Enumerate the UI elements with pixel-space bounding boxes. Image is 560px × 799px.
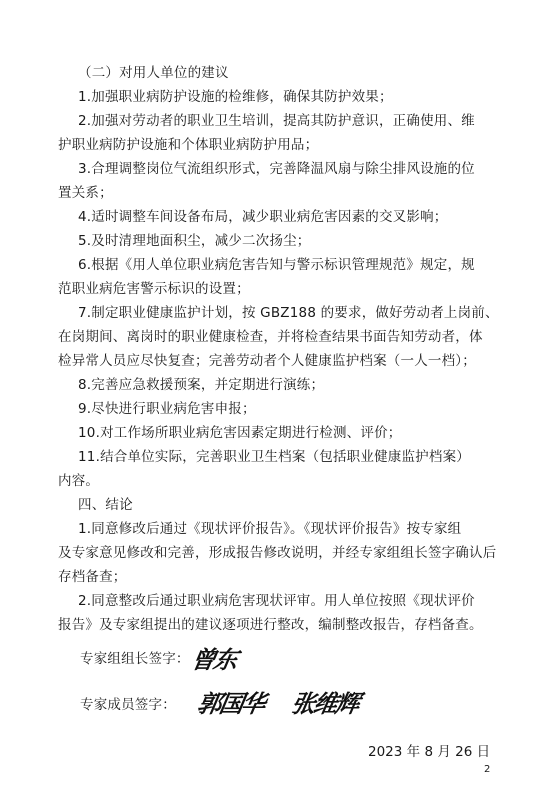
conclusion-line: 存档备查；	[58, 569, 127, 585]
conclusion-line: 1.同意修改后通过《现状评价报告》。《现状评价报告》按专家组	[78, 521, 462, 537]
recommendation-line: 7.制定职业健康监护计划，按 GBZ188 的要求，做好劳动者上岗前、	[78, 305, 499, 321]
section-heading: （二）对用人单位的建议	[78, 65, 229, 81]
recommendation-line: 10.对工作场所职业病危害因素定期进行检测、评价；	[78, 425, 402, 441]
recommendation-line: 2.加强对劳动者的职业卫生培训，提高其防护意识，正确使用、维	[78, 113, 475, 129]
recommendation-line: 护职业病防护设施和个体职业病防护用品；	[58, 137, 319, 153]
recommendation-line: 置关系；	[58, 185, 113, 201]
recommendation-line: 8.完善应急救援预案，并定期进行演练；	[78, 377, 325, 393]
recommendation-line: 内容。	[58, 473, 100, 489]
recommendation-line: 在岗期间、离岗时的职业健康检查，并将检查结果书面告知劳动者，体	[58, 329, 483, 345]
member-signature-2: 张维辉	[289, 689, 361, 718]
member-signature-1: 郭国华	[195, 689, 267, 718]
conclusion-heading: 四、结论	[78, 497, 133, 513]
conclusion-line: 及专家意见修改和完善，形成报告修改说明，并经专家组组长签字确认后	[58, 545, 497, 561]
members-signature-label: 专家成员签字：	[80, 697, 176, 713]
leader-signature-label: 专家组组长签字：	[80, 651, 190, 667]
recommendation-line: 1.加强职业病防护设施的检维修，确保其防护效果；	[78, 89, 393, 105]
recommendation-line: 4.适时调整车间设备布局，减少职业病危害因素的交叉影响；	[78, 209, 448, 225]
recommendation-line: 检异常人员应尽快复查；完善劳动者个人健康监护档案（一人一档）；	[58, 353, 476, 369]
recommendation-line: 范职业病危害警示标识的设置；	[58, 281, 250, 297]
recommendation-line: 6.根据《用人单位职业病危害告知与警示标识管理规范》规定，规	[78, 257, 475, 273]
leader-signature: 曾东	[189, 645, 239, 674]
recommendation-line: 11.结合单位实际，完善职业卫生档案（包括职业健康监护档案）	[78, 449, 470, 465]
conclusion-line: 2.同意整改后通过职业病危害现状评审。用人单位按照《现状评价	[78, 593, 475, 609]
document-date: 2023 年 8 月 26 日	[368, 744, 491, 760]
recommendation-line: 9.尽快进行职业病危害申报；	[78, 401, 256, 417]
page-number: 2	[484, 764, 491, 775]
recommendation-line: 5.及时清理地面积尘，减少二次扬尘；	[78, 233, 311, 249]
conclusion-line: 报告》及专家组提出的建议逐项进行整改，编制整改报告，存档备查。	[58, 617, 483, 633]
recommendation-line: 3.合理调整岗位气流组织形式，完善降温风扇与除尘排风设施的位	[78, 161, 475, 177]
